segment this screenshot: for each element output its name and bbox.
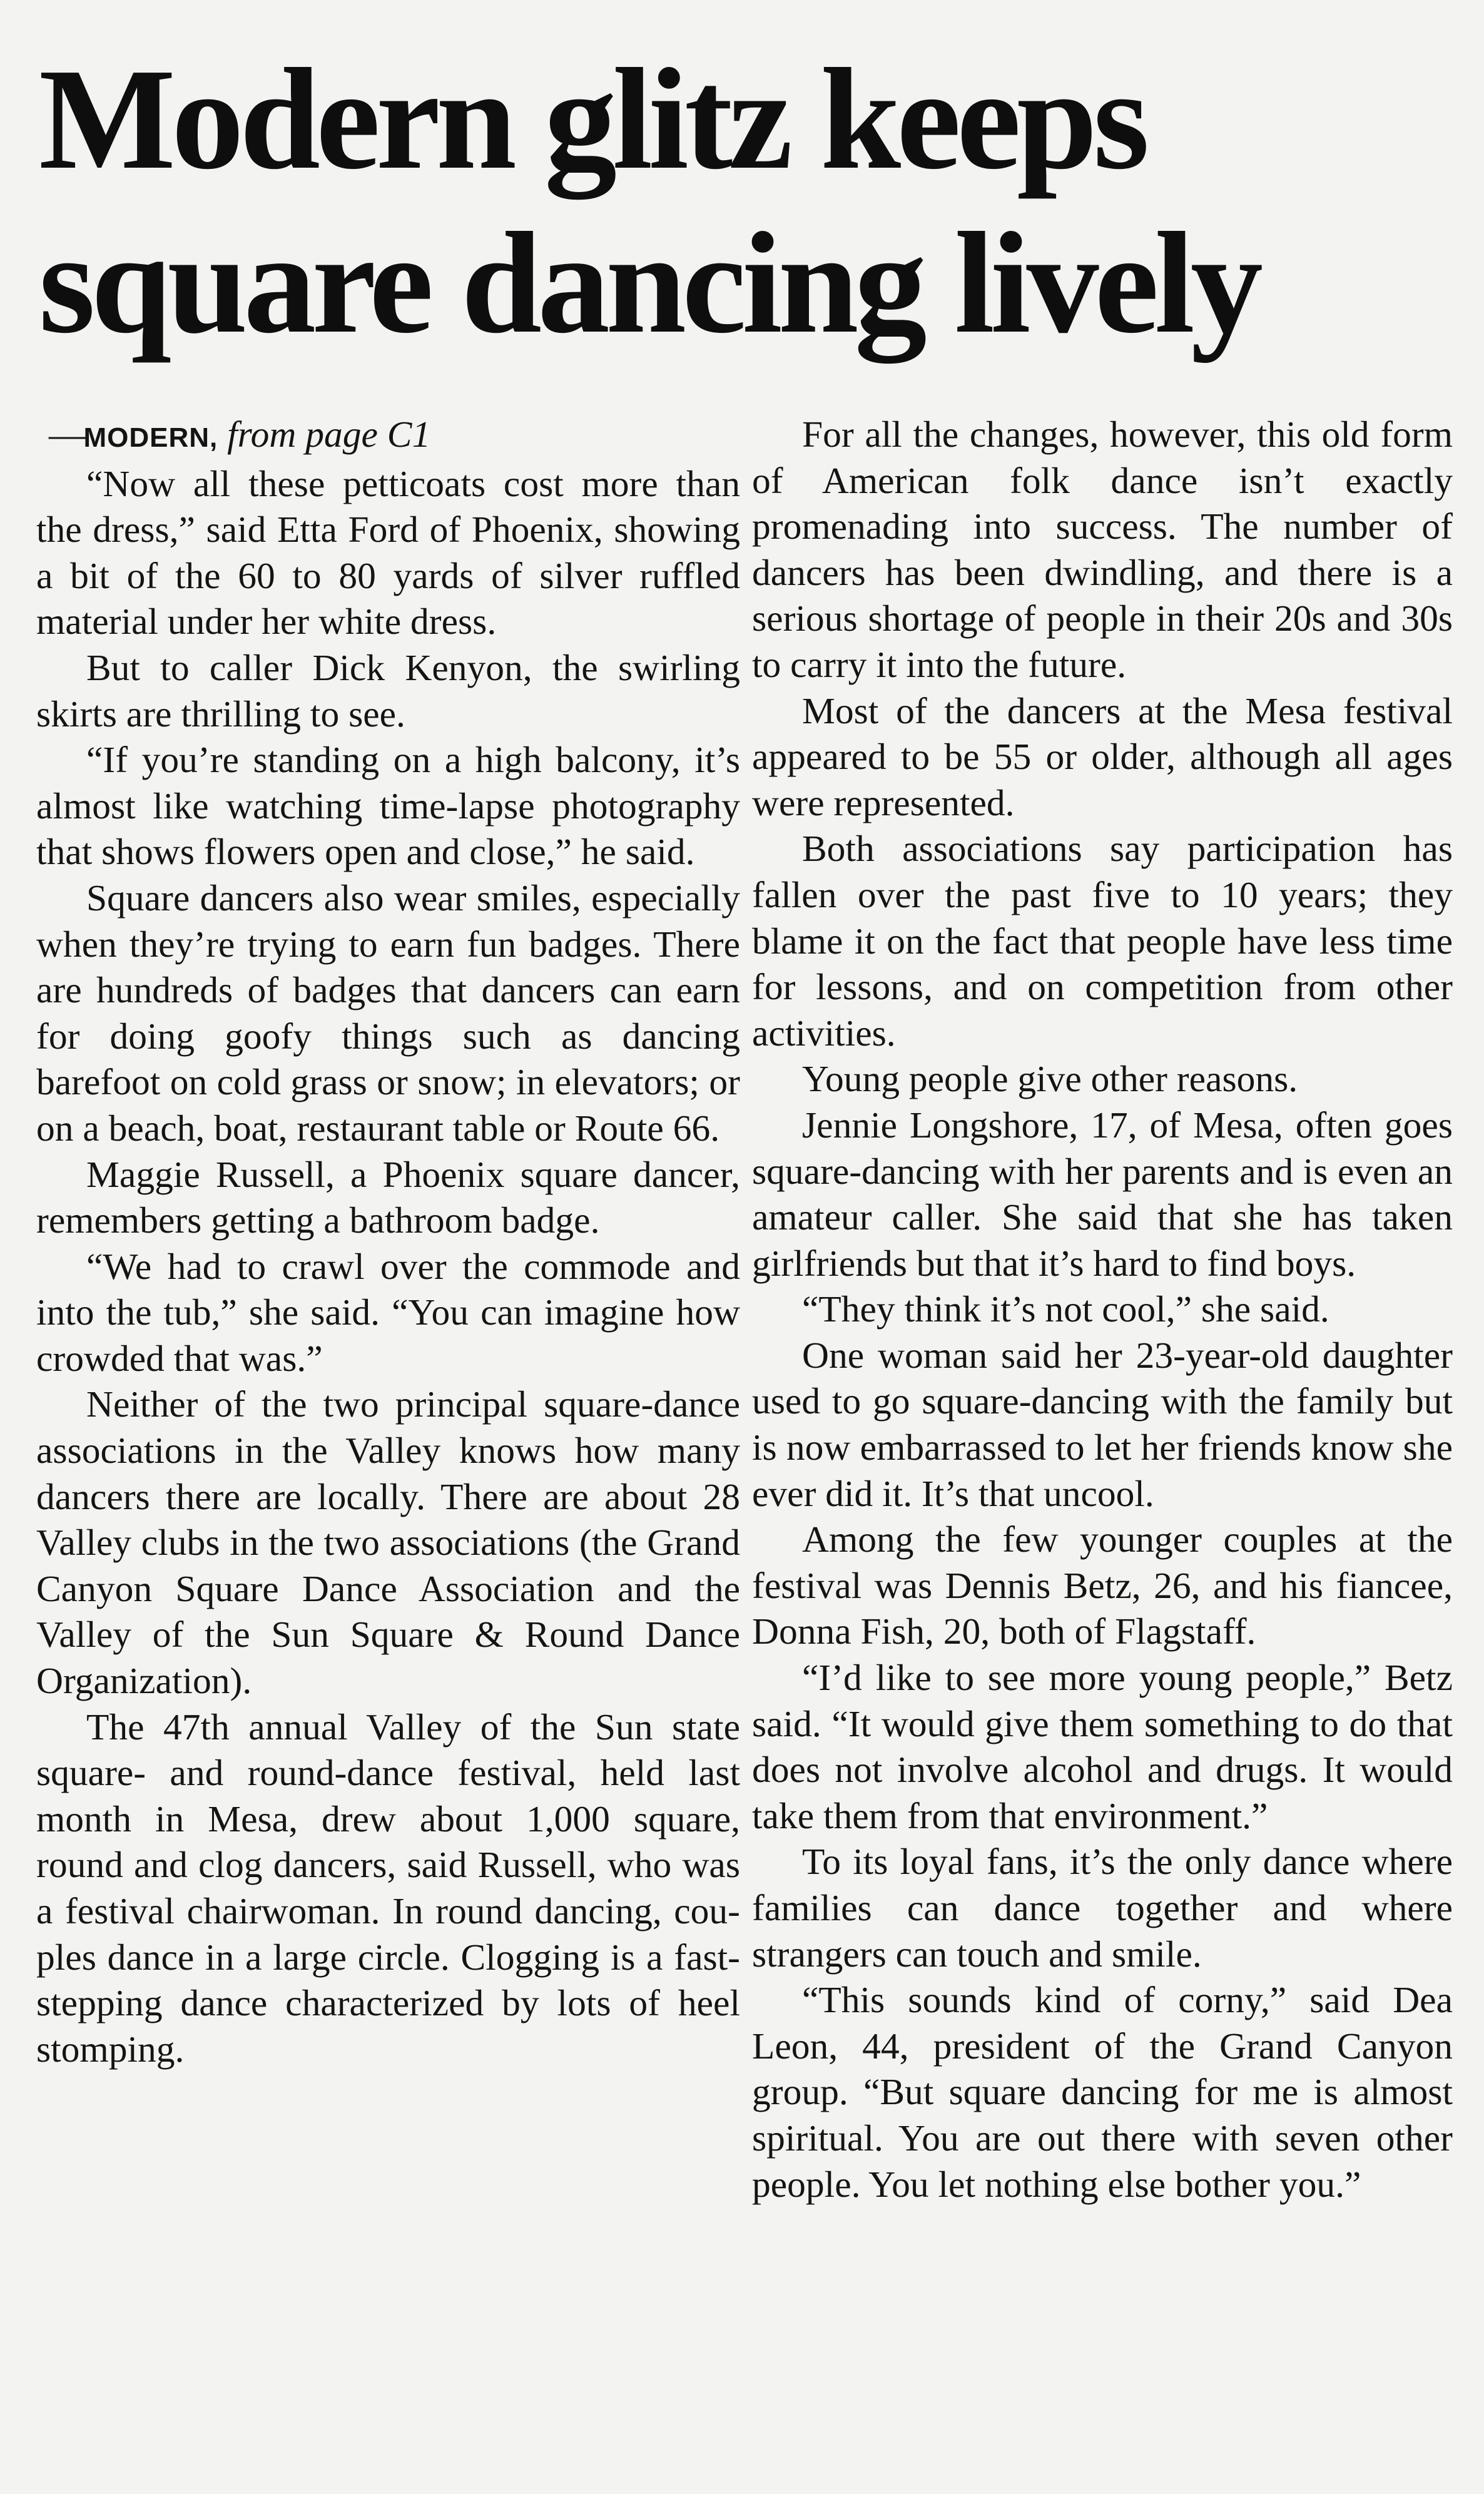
paragraph: For all the changes, however, this old form of American folk dance isn’t exactly promenading into success. The number of dancers has been dwindling, and there is a serious shortage of people in their 20s and 30s to carry it into the future.: [752, 414, 1453, 685]
paragraph: Young people give other reasons.: [802, 1058, 1298, 1100]
article-column-right: [752, 412, 1453, 2207]
headline-line-2: square dancing lively: [39, 203, 1259, 364]
jump-line: [36, 412, 740, 461]
paragraph: Most of the dancers at the Mesa festival appeared to be 55 or older, although all ages were represented.: [752, 690, 1453, 823]
paragraph: Maggie Russell, a Phoenix square dancer, remembers getting a bathroom badge.: [36, 1153, 740, 1241]
paragraph: Jennie Longshore, 17, of Mesa, often goes square-dancing with her parents and is even an amateur caller. She said that she has taken girlfriends but that it’s hard to find boys.: [752, 1104, 1453, 1284]
paragraph: Both associations say participation has fallen over the past five to 10 years; they blame it on the fact that people have less time for lessons, and on competition from other activities.: [752, 828, 1453, 1054]
paragraph: The 47th annual Valley of the Sun state square- and round-dance festival, held last month in Mesa, drew about 1,000 square, round and clog dancers, said Russell, who was a festival chairwoman. In round dancing, couples dance in a large circle. Clogging is a fast-stepping dance characterized by lots of heel stomping.: [36, 1706, 740, 2070]
paragraph: “They think it’s not cool,” she said.: [802, 1288, 1329, 1330]
paragraph: Neither of the two principal square-dance associations in the Valley knows how many dancers there are locally. There are about 28 Valley clubs in the two associations (the Grand Canyon Square Dance Association and the Valley of the Sun Square & Round Dance Organization).: [36, 1383, 740, 1702]
paragraph: “This sounds kind of corny,” said Dea Leon, 44, president of the Grand Canyon group. “But square dancing for me is almost spiritual. You are out there with seven other people. You let nothing else bother you.”: [752, 1979, 1453, 2205]
paragraph: Among the few younger couples at the festival was Dennis Betz, 26, and his fiancee, Donna Fish, 20, both of Flagstaff.: [752, 1519, 1453, 1652]
paragraph: One woman said her 23-year-old daughter used to go square-dancing with the family but is now embarrassed to let her friends know she ever did it. It’s that uncool.: [752, 1334, 1453, 1514]
jump-keyword: MODERN,: [83, 422, 218, 453]
article-column-left: [36, 412, 740, 2072]
paragraph: “If you’re standing on a high balcony, it’s almost like watching time-lapse photography that shows flowers open and close,” he said.: [36, 739, 740, 873]
paragraph: But to caller Dick Kenyon, the swirling skirts are thrilling to see.: [36, 646, 740, 735]
jump-dash: —: [49, 414, 84, 455]
headline: [39, 38, 1446, 365]
paragraph: “I’d like to see more young people,” Betz said. “It would give them something to do that does not involve alcohol and drugs. It would take them from that environment.”: [752, 1657, 1453, 1836]
paragraph: “Now all these petticoats cost more than the dress,” said Etta Ford of Phoenix, showing a bit of the 60 to 80 yards of silver ruffled material under her white dress.: [36, 462, 740, 643]
jump-from-page: from page C1: [227, 414, 431, 455]
paragraph: Square dancers also wear smiles, especially when they’re trying to earn fun badges. There are hundreds of badges that dancers can earn for doing goofy things such as dancing barefoot on cold grass or snow; in elevators; or on a beach, boat, restaurant table or Route 66.: [36, 877, 740, 1149]
paragraph: To its loyal fans, it’s the only dance where families can dance together and where strangers can touch and smile.: [752, 1841, 1453, 1975]
paragraph: “We had to crawl over the commode and into the tub,” she said. “You can imagine how crowded that was.”: [36, 1245, 740, 1379]
headline-line-1: Modern glitz keeps: [39, 39, 1146, 200]
